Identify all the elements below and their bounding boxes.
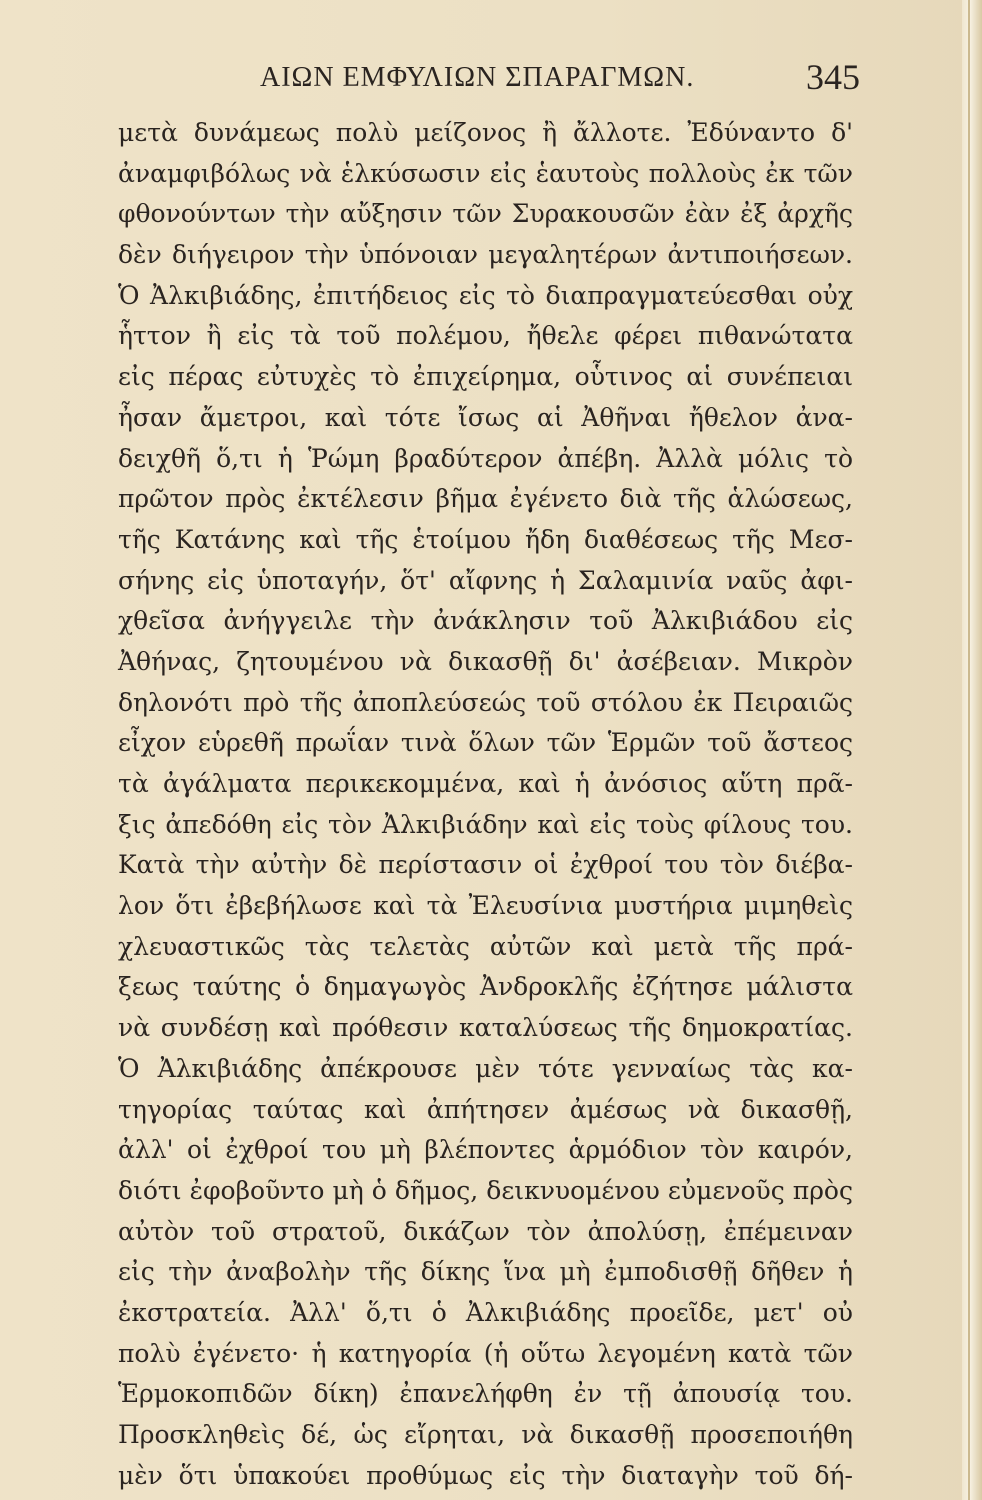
text-line: Ὁ Ἀλκιβιάδης, ἐπιτήδειος εἰς τὸ διαπραγματεύεσθαι οὐχ — [118, 280, 853, 310]
text-line: λον ὅτι ἐβεβήλωσε καὶ τὰ Ἐλευσίνια μυστήρια μιμηθεὶς — [118, 891, 853, 921]
text-line: τῆς Κατάνης καὶ τῆς ἑτοίμου ἤδη διαθέσεως τῆς Μεσ- — [118, 524, 853, 554]
text-line: χθεῖσα ἀνήγγειλε τὴν ἀνάκλησιν τοῦ Ἀλκιβιάδου εἰς — [118, 606, 853, 636]
text-line: χλευαστικῶς τὰς τελετὰς αὐτῶν καὶ μετὰ τῆς πρά- — [118, 931, 853, 961]
text-line: εἰς τὴν ἀναβολὴν τῆς δίκης ἵνα μὴ ἐμποδισθῇ δῆθεν ἡ — [118, 1257, 853, 1287]
text-line: τὰ ἀγάλματα περικεκομμένα, καὶ ἡ ἀνόσιος αὕτη πρᾶ- — [118, 769, 853, 798]
text-line: σήνης εἰς ὑποταγήν, ὅτ' αἴφνης ἡ Σαλαμινία ναῦς ἀφι- — [118, 565, 853, 595]
text-line: Κατὰ τὴν αὐτὴν δὲ περίστασιν οἱ ἐχθροί του τὸν διέβα- — [118, 850, 853, 880]
text-line: ἀναμφιβόλως νὰ ἑλκύσωσιν εἰς ἑαυτοὺς πολλοὺς ἐκ τῶν — [118, 158, 853, 188]
text-line: πολὺ ἐγένετο· ἡ κατηγορία (ἡ οὕτω λεγομένη κατὰ τῶν — [118, 1338, 853, 1368]
text-line: μὲν ὅτι ὑπακούει προθύμως εἰς τὴν διαταγὴν τοῦ δή- — [118, 1460, 853, 1490]
text-line: αὐτὸν τοῦ στρατοῦ, δικάζων τὸν ἀπολύσῃ, ἐπέμειναν — [118, 1216, 853, 1246]
text-line: φθονούντων τὴν αὔξησιν τῶν Συρακουσῶν ἐὰν ἐξ ἀρχῆς — [118, 199, 853, 229]
text-line: τηγορίας ταύτας καὶ ἀπήτησεν ἀμέσως νὰ δικασθῇ, — [118, 1094, 853, 1124]
text-line: δηλονότι πρὸ τῆς ἀποπλεύσεώς τοῦ στόλου ἐκ Πειραιῶς — [118, 687, 853, 717]
text-line: εἰς πέρας εὐτυχὲς τὸ ἐπιχείρημα, οὗτινος αἱ συνέπειαι — [118, 362, 853, 392]
text-line: νὰ συνδέσῃ καὶ πρόθεσιν καταλύσεως τῆς δημοκρατίας. — [118, 1013, 853, 1043]
page-edge — [962, 0, 982, 1500]
text-line: Προσκληθεὶς δέ, ὡς εἴρηται, νὰ δικασθῇ προσεποιήθη — [118, 1420, 853, 1449]
page-number: 345 — [806, 57, 860, 97]
text-line: ἦσαν ἄμετροι, καὶ τότε ἴσως αἱ Ἀθῆναι ἤθελον ἀνα- — [118, 402, 853, 432]
text-line: ἀλλ' οἱ ἐχθροί του μὴ βλέποντες ἁρμόδιον τὸν καιρόν, — [118, 1135, 853, 1165]
text-line: ξις ἀπεδόθη εἰς τὸν Ἀλκιβιάδην καὶ εἰς τοὺς φίλους του. — [118, 809, 853, 839]
text-line: δειχθῆ ὅ,τι ἡ Ῥώμη βραδύτερον ἀπέβη. Ἀλλὰ μόλις τὸ — [118, 443, 853, 473]
text-line: ἧττον ἢ εἰς τὰ τοῦ πολέμου, ἤθελε φέρει πιθανώτατα — [118, 321, 853, 351]
paper-speck — [230, 1470, 236, 1482]
text-line: ξεως ταύτης ὁ δημαγωγὸς Ἀνδροκλῆς ἐζήτησε μάλιστα — [118, 972, 853, 1002]
body-text — [118, 113, 853, 1496]
running-title: ΑΙΩΝ ΕΜΦΥΛΙΩΝ ΣΠΑΡΑΓΜΩΝ. — [260, 62, 695, 93]
text-line: διότι ἐφοβοῦντο μὴ ὁ δῆμος, δεικνυομένου εὐμενοῦς πρὸς — [118, 1175, 853, 1205]
text-line: εἶχον εὑρεθῆ πρωΐαν τινὰ ὅλων τῶν Ἑρμῶν τοῦ ἄστεος — [118, 728, 853, 758]
text-line: Ὁ Ἀλκιβιάδης ἀπέκρουσε μὲν τότε γενναίως τὰς κα- — [118, 1053, 853, 1083]
text-line: πρῶτον πρὸς ἐκτέλεσιν βῆμα ἐγένετο διὰ τῆς ἁλώσεως, — [118, 484, 853, 514]
text-line: ἐκστρατεία. Ἀλλ' ὅ,τι ὁ Ἀλκιβιάδης προεῖδε, μετ' οὐ — [118, 1297, 853, 1327]
text-line: Ἀθήνας, ζητουμένου νὰ δικασθῇ δι' ἀσέβειαν. Μικρὸν — [118, 646, 853, 676]
text-line: μετὰ δυνάμεως πολὺ μείζονος ἢ ἄλλοτε. Ἐδύναντο δ' — [118, 118, 853, 147]
running-header — [120, 57, 860, 102]
text-line: δὲν διήγειρον τὴν ὑπόνοιαν μεγαλητέρων ἀντιποιήσεων. — [118, 240, 853, 270]
text-line: Ἑρμοκοπιδῶν δίκη) ἐπανελήφθη ἐν τῇ ἀπουσίᾳ του. — [118, 1379, 853, 1409]
